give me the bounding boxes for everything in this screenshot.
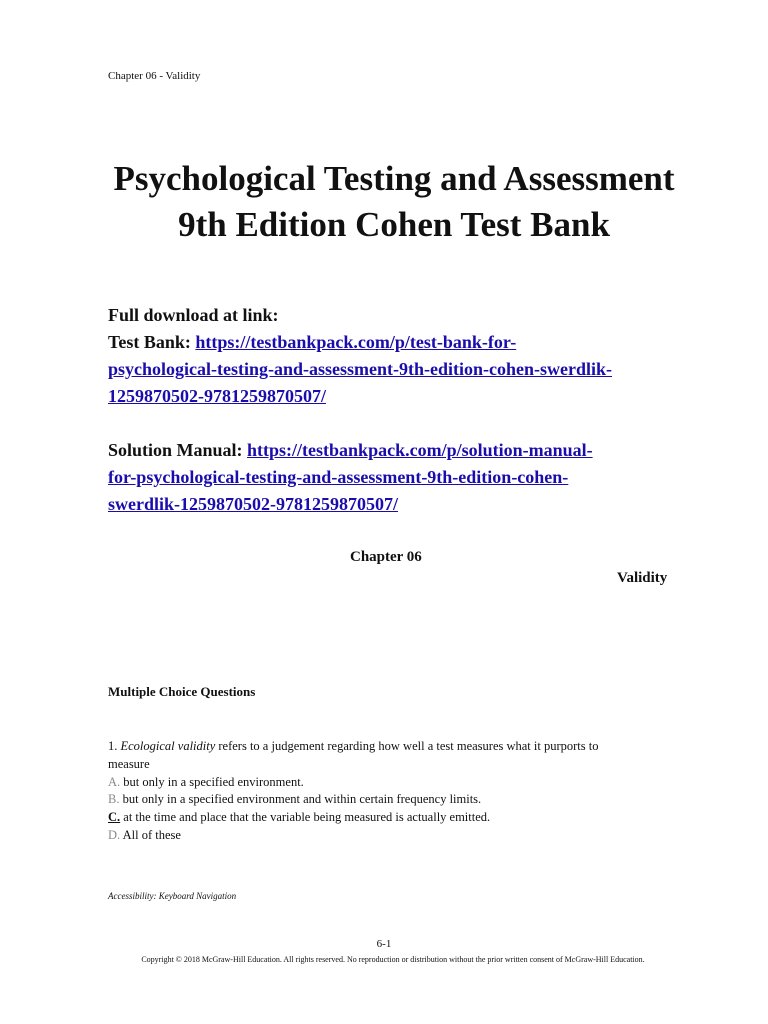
title-line-2: 9th Edition Cohen Test Bank <box>178 205 610 244</box>
page-number: 6-1 <box>376 938 392 950</box>
question-text: refers to a judgement regarding how well a test measures what it purports to measure <box>108 739 599 771</box>
chapter-name: Validity <box>617 570 668 586</box>
option-b <box>108 791 628 809</box>
solution-manual-row <box>108 437 708 464</box>
question-1 <box>108 738 628 845</box>
question-number: 1. <box>108 739 118 753</box>
solution-manual-link-line-3[interactable]: swerdlik-1259870502-9781259870507/ <box>108 494 398 514</box>
option-d-text: All of these <box>120 827 181 842</box>
test-bank-link-line-2[interactable]: psychological-testing-and-assessment-9th-edition-cohen-swerdlik- <box>108 359 612 379</box>
document-title <box>60 156 728 248</box>
option-b-text: but only in a specified environment and within certain frequency limits. <box>119 792 482 807</box>
title-line-1: Psychological Testing and Assessment <box>113 159 675 198</box>
option-d-letter: D. <box>108 827 121 842</box>
option-a-letter: A. <box>108 774 121 789</box>
chapter-number: Chapter 06 <box>350 549 422 565</box>
test-bank-row <box>108 329 708 356</box>
copyright-notice: Copyright © 2018 McGraw-Hill Education. All rights reserved. No reproduction or distribution without the prior written consent of McGraw-Hill Education. <box>141 955 645 964</box>
solution-manual-link-line-1[interactable]: https://testbankpack.com/p/solution-manual- <box>247 440 593 460</box>
question-stem <box>108 738 628 774</box>
running-header: Chapter 06 - Validity <box>108 70 201 82</box>
test-bank-link-line-1[interactable]: https://testbankpack.com/p/test-bank-for- <box>195 332 517 352</box>
option-c-text: at the time and place that the variable being measured is actually emitted. <box>120 810 491 825</box>
question-term: Ecological validity <box>120 739 216 753</box>
option-b-letter: B. <box>108 792 120 807</box>
section-heading: Multiple Choice Questions <box>108 684 256 699</box>
download-section <box>108 302 708 518</box>
option-c-letter-correct: C. <box>108 810 121 825</box>
solution-manual-link-line-2[interactable]: for-psychological-testing-and-assessment-9th-edition-cohen- <box>108 467 569 487</box>
accessibility-note: Accessibility: Keyboard Navigation <box>108 891 237 901</box>
option-a-text: but only in a specified environment. <box>120 774 304 789</box>
download-heading: Full download at link: <box>108 305 279 325</box>
option-c <box>108 809 628 827</box>
option-a <box>108 774 628 792</box>
option-d <box>108 827 628 845</box>
test-bank-label: Test Bank: <box>108 332 191 352</box>
test-bank-link-line-3[interactable]: 1259870502-9781259870507/ <box>108 386 326 406</box>
solution-manual-label: Solution Manual: <box>108 440 243 460</box>
